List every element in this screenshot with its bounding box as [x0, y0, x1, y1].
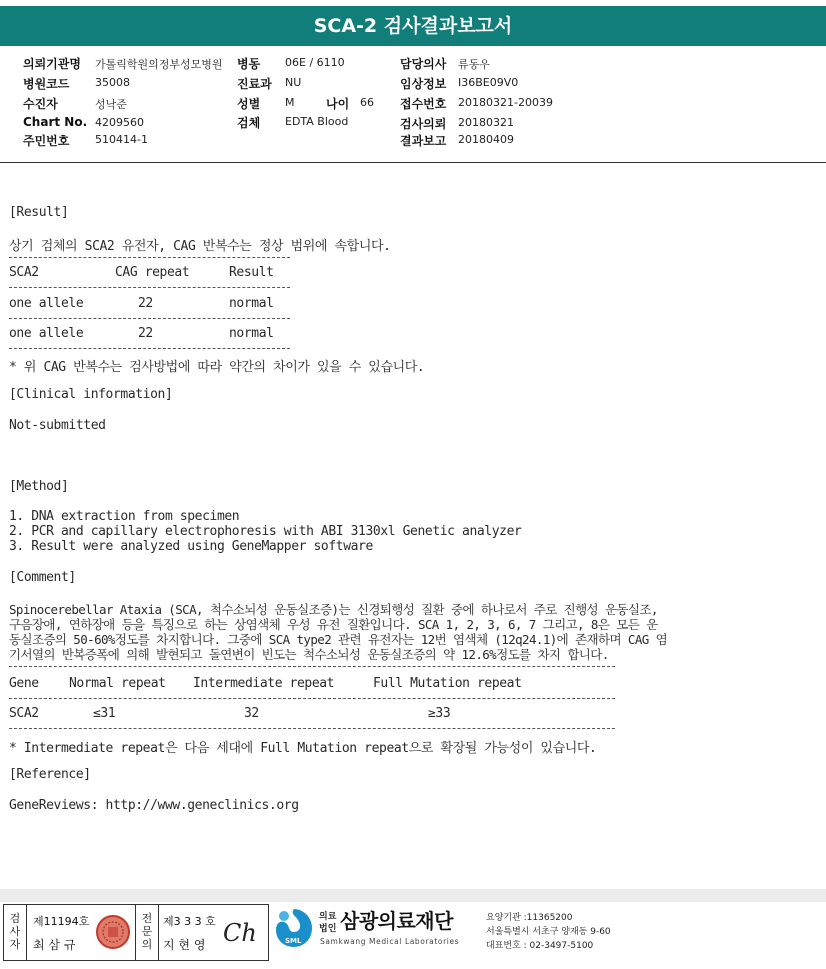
sex-value: M: [285, 96, 295, 109]
institution-label: 의뢰기관명: [23, 57, 81, 71]
clinical-value: I36BE09V0: [458, 76, 519, 89]
signature-box: [3, 904, 269, 961]
examiner-label-cell: [4, 905, 27, 960]
address: 서울특별시 서초구 양재동 9-60: [486, 927, 611, 937]
institution-code: 요양기관 :11365200: [486, 913, 573, 923]
result-text: 상기 검체의 SCA2 유전자, CAG 반복수는 정상 범위에 속합니다.: [9, 239, 391, 254]
header-divider: [0, 162, 826, 163]
reference-heading: [Reference]: [9, 767, 91, 782]
chart-no-label: Chart No.: [23, 115, 88, 129]
receipt-label: 접수번호: [400, 97, 447, 111]
result-col-gene: SCA2: [9, 265, 39, 280]
recipient-label: 수진자: [23, 97, 58, 111]
comment-col-gene: Gene: [9, 676, 39, 691]
clinical-text: Not-submitted: [9, 418, 106, 433]
ward-value: 06E / 6110: [285, 56, 345, 69]
result-col-result: Result: [229, 265, 274, 280]
comment-heading: [Comment]: [9, 570, 76, 585]
comment-col-full: Full Mutation repeat: [373, 676, 522, 691]
comment-row-normal: ≤31: [93, 706, 116, 721]
reference-text: GeneReviews: http://www.geneclinics.org: [9, 798, 299, 813]
dept-value: NU: [285, 76, 302, 89]
method-heading: [Method]: [9, 479, 69, 494]
examiner-seal-stamp: [94, 913, 132, 951]
result-row-1-result: normal: [229, 296, 274, 311]
result-row-1-cag: 22: [138, 296, 153, 311]
hospital-code-label: 병원코드: [23, 77, 70, 91]
age-value: 66: [360, 96, 374, 109]
recipient-value: 성낙준: [95, 98, 127, 111]
specialist-name: 지 현 영: [163, 938, 206, 952]
phone: 대표번호 : 02-3497-5100: [486, 941, 594, 951]
footer-band: [0, 889, 826, 902]
comment-col-intermediate: Intermediate repeat: [193, 676, 335, 691]
divider: [9, 287, 290, 288]
comment-note: * Intermediate repeat은 다음 세대에 Full Mutation repeat으로 확장될 가능성이 있습니다.: [9, 741, 597, 756]
ward-label: 병동: [237, 57, 261, 71]
report-date-value: 20180409: [458, 133, 514, 146]
sml-logo-icon: [272, 906, 316, 950]
specialist-label-char: 전: [141, 912, 153, 925]
examiner-name: 최 삼 규: [33, 938, 76, 952]
method-line-1: 1. DNA extraction from specimen: [9, 509, 240, 524]
comment-row-intermediate: 32: [244, 706, 259, 721]
receipt-value: 20180321-20039: [458, 96, 553, 109]
divider: [9, 728, 615, 729]
result-note: * 위 CAG 반복수는 검사방법에 따라 약간의 차이가 있을 수 있습니다.: [9, 360, 425, 375]
divider: [9, 348, 290, 349]
clinical-heading: [Clinical information]: [9, 387, 173, 402]
request-value: 20180321: [458, 116, 514, 129]
comment-row-full: ≥33: [428, 706, 451, 721]
result-row-2-cag: 22: [138, 326, 153, 341]
examiner-label-char: 자: [9, 938, 21, 951]
sex-label: 성별: [237, 97, 261, 111]
logo-text: SML: [285, 937, 302, 945]
divider: [9, 318, 290, 319]
result-col-cag: CAG repeat: [115, 265, 190, 280]
examiner-license: 제11194호: [33, 915, 90, 928]
examiner-label-char: 사: [9, 925, 21, 938]
institution-value: 가톨릭학원의정부성모병원: [95, 58, 223, 71]
physician-value: 류동우: [458, 58, 490, 71]
specialist-label-char: 문: [141, 925, 153, 938]
comment-line-3: 동실조증의 50-60%정도를 차지합니다. 그중에 SCA type2 관련 유전자는 12번 염색체 (12q24.1)에 존재하며 CAG 염: [9, 632, 668, 647]
result-row-1-gene: one allele: [9, 296, 84, 311]
divider: [9, 257, 290, 258]
comment-line-2: 구음장애, 연하장애 등을 특징으로 하는 상염색체 우성 유전 질환입니다. SCA 1, 2, 3, 6, 7 그리고, 8은 모든 운: [9, 617, 658, 632]
comment-row-gene: SCA2: [9, 706, 39, 721]
specialist-label-cell: [135, 905, 159, 960]
clinical-label: 임상정보: [400, 77, 447, 91]
specimen-label: 검체: [237, 116, 261, 130]
examiner-label-char: 검: [9, 912, 21, 925]
org-type-bottom: 법인: [319, 924, 337, 934]
title-bar: [0, 6, 826, 46]
ssn-value: 510414-1: [95, 133, 148, 146]
physician-label: 담당의사: [400, 57, 447, 71]
dept-label: 진료과: [237, 77, 272, 91]
comment-line-1: Spinocerebellar Ataxia (SCA, 척수소뇌성 운동실조증)는 신경퇴행성 질환 중에 하나로서 주로 진행성 운동실조,: [9, 602, 658, 617]
report-title: SCA-2 검사결과보고서: [313, 15, 513, 37]
age-label: 나이: [326, 97, 350, 111]
comment-col-normal: Normal repeat: [69, 676, 166, 691]
report-date-label: 결과보고: [400, 134, 447, 148]
method-line-2: 2. PCR and capillary electrophoresis with ABI 3130xl Genetic analyzer: [9, 524, 522, 539]
divider: [9, 666, 615, 667]
result-row-2-result: normal: [229, 326, 274, 341]
specimen-value: EDTA Blood: [285, 115, 349, 128]
divider: [9, 698, 615, 699]
org-english-name: Samkwang Medical Laboratories: [320, 937, 460, 946]
specialist-license: 제3 3 3 호: [163, 915, 216, 928]
specialist-label-char: 의: [141, 938, 153, 951]
org-type-top: 의료: [319, 912, 337, 922]
ssn-label: 주민번호: [23, 134, 70, 148]
specialist-signature: Ch: [223, 919, 257, 947]
method-line-3: 3. Result were analyzed using GeneMapper software: [9, 539, 373, 554]
chart-no-value: 4209560: [95, 116, 144, 129]
request-label: 검사의뢰: [400, 117, 447, 131]
comment-line-4: 기서열의 반복증폭에 의해 발현되고 돌연변이 빈도는 척수소뇌성 운동실조증의 약 12.6%정도를 차지 합니다.: [9, 647, 609, 662]
result-heading: [Result]: [9, 205, 69, 220]
org-name: 삼광의료재단: [340, 909, 453, 933]
hospital-code-value: 35008: [95, 76, 130, 89]
result-row-2-gene: one allele: [9, 326, 84, 341]
